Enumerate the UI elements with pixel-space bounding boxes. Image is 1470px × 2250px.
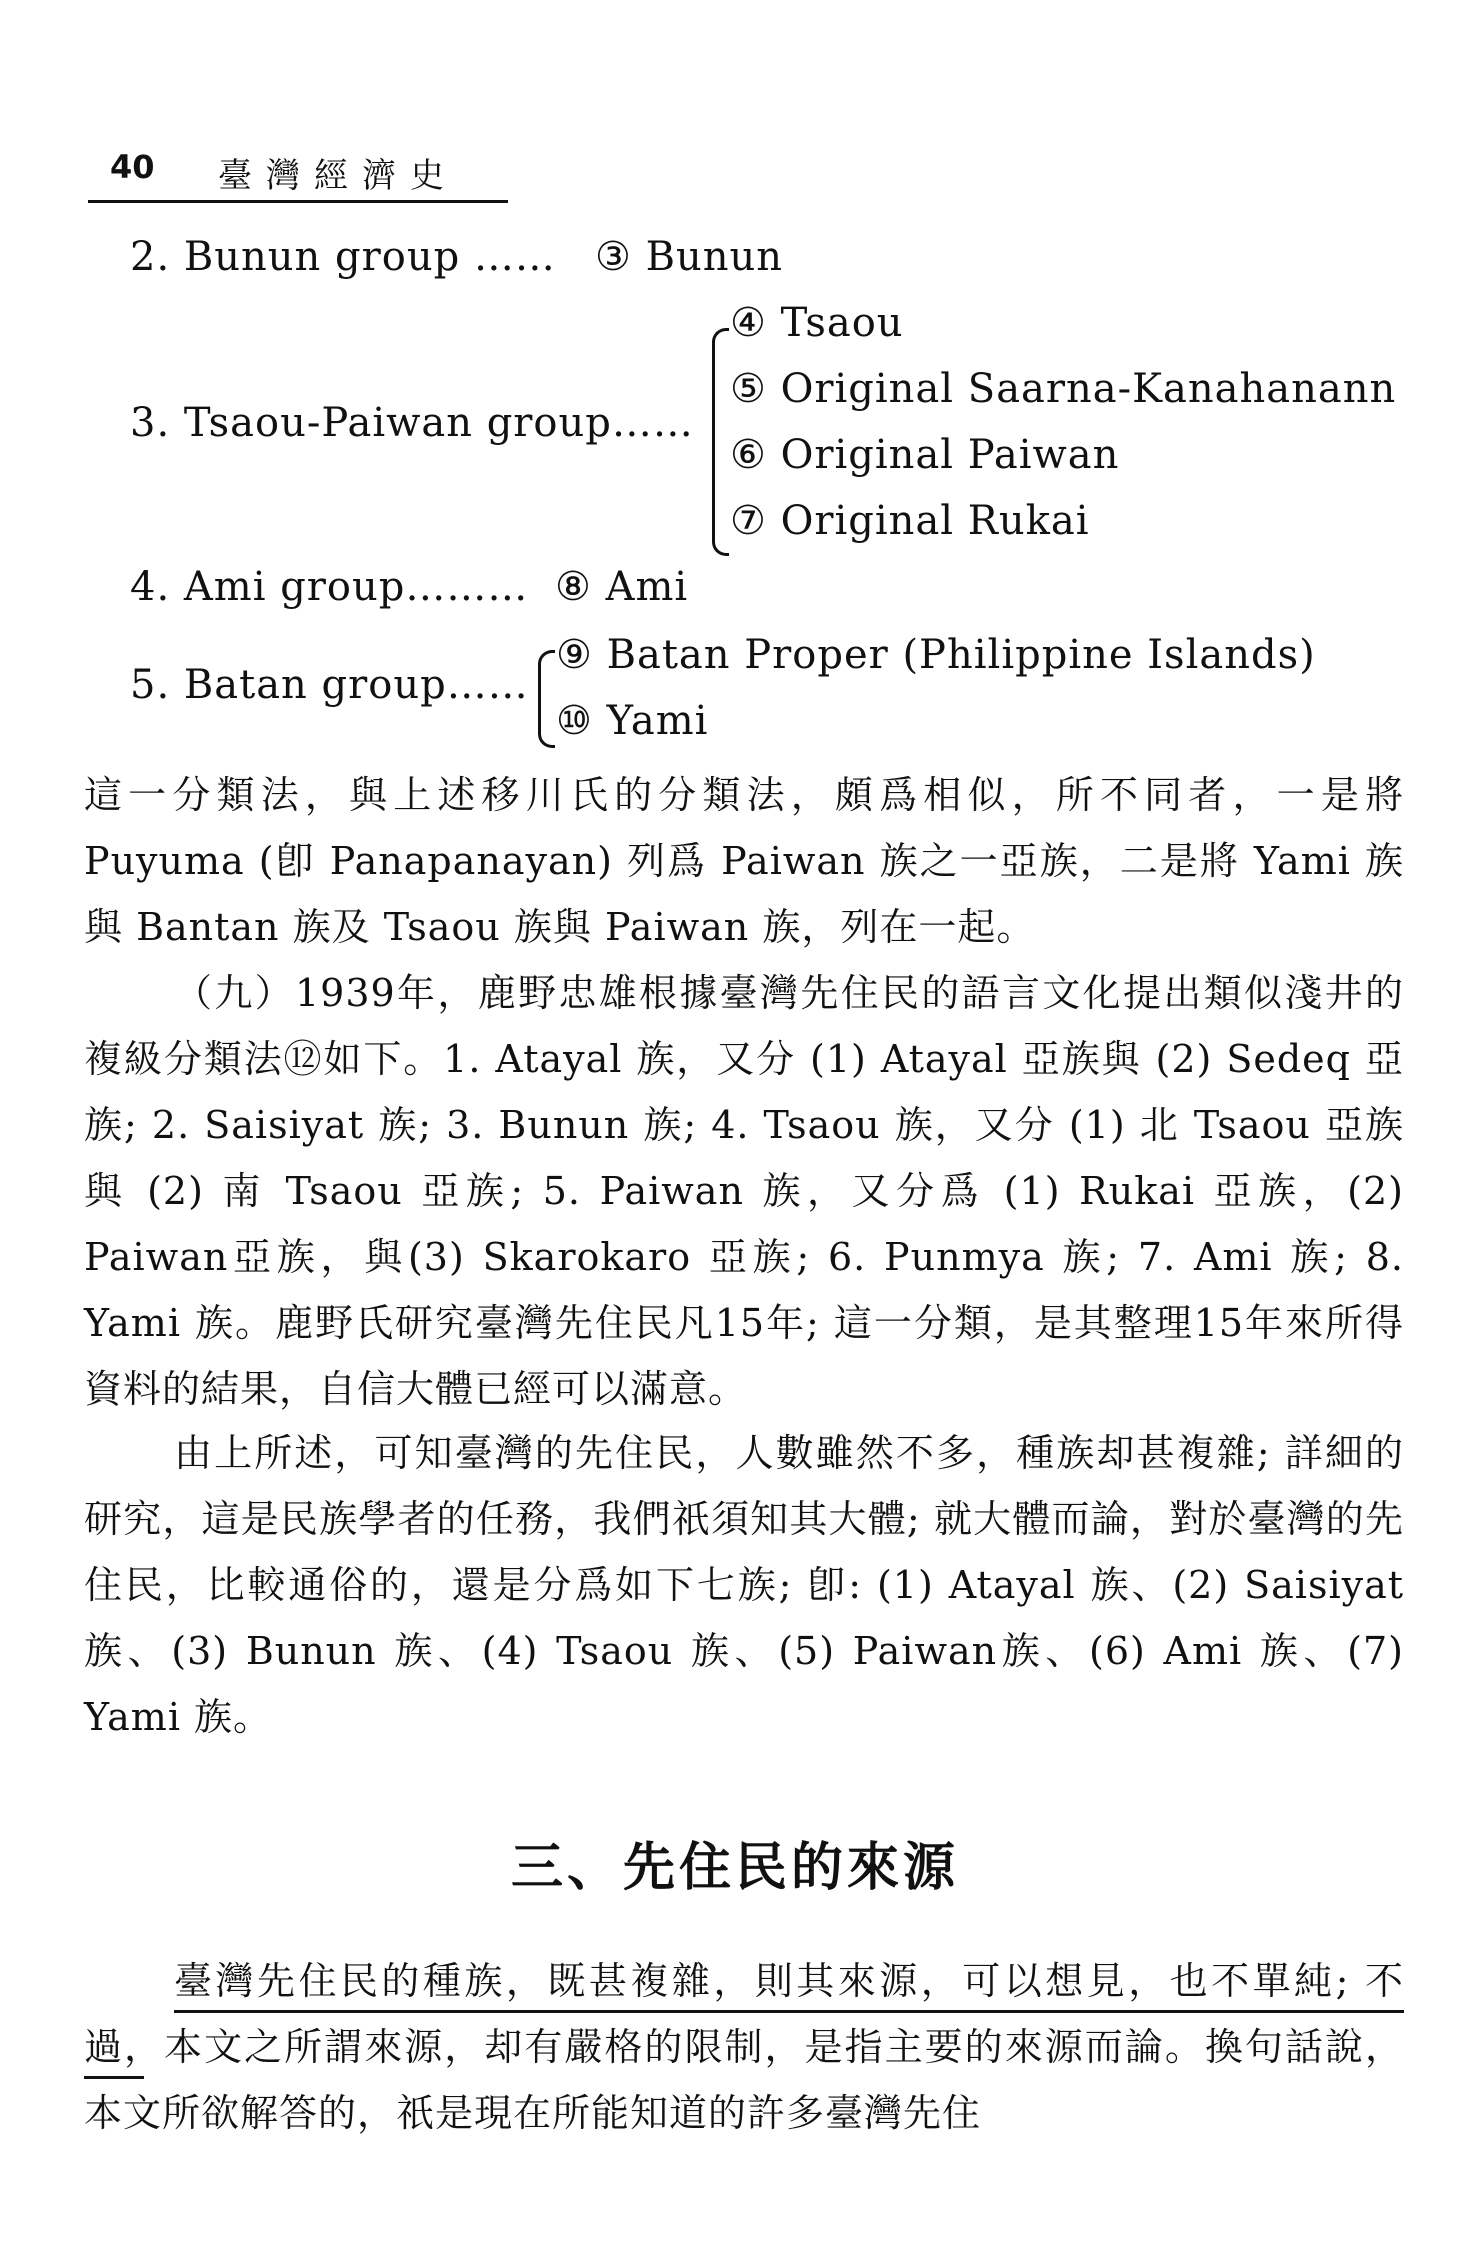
group-item: ⑩ Yami bbox=[556, 698, 709, 744]
section-heading: 三、先住民的來源 bbox=[510, 1838, 959, 1898]
group-label: 3. Tsaou-Paiwan group…… bbox=[130, 400, 694, 446]
underline bbox=[84, 2076, 144, 2079]
brace bbox=[712, 328, 729, 556]
group-item: ⑨ Batan Proper (Philippine Islands) bbox=[556, 632, 1316, 678]
brace bbox=[538, 650, 555, 748]
paragraph: 這一分類法，與上述移川氏的分類法，頗爲相似，所不同者，一是將 Puyuma (卽 Panapanayan) 列爲 Paiwan 族之一亞族，二是將 Yami 族與 Bantan 族及 Tsaou 族與 Paiwan 族，列在一起。 bbox=[84, 773, 1404, 949]
group-label: 2. Bunun group …… bbox=[130, 234, 556, 280]
page-number: 40 bbox=[110, 148, 155, 186]
paragraph: （九）1939年，鹿野忠雄根據臺灣先住民的語言文化提出類似淺井的複級分類法⑫如下。1. Atayal 族，又分 (1) Atayal 亞族與 (2) Sedeq 亞族; 2. Saisiyat 族; 3. Bunun 族; 4. Tsaou 族，又分 (1) 北 Tsaou 亞族與 (2) 南 Tsaou 亞族; 5. Paiwan 族，又分爲 (1) Rukai 亞族，(2) Paiwan亞族，與(3) Skarokaro 亞族; 6. Punmya 族; 7. Ami 族; 8. Yami 族。鹿野氏研究臺灣先住民凡15年; 這一分類，是其整理15年來所得資料的結果，自信大體已經可以滿意。 bbox=[84, 971, 1404, 1411]
group-item: ⑧ Ami bbox=[555, 564, 689, 610]
group-item: ④ Tsaou bbox=[730, 300, 904, 346]
running-header bbox=[88, 148, 508, 203]
group-item: ⑦ Original Rukai bbox=[730, 498, 1090, 544]
group-label: 5. Batan group…… bbox=[130, 662, 529, 708]
group-item: ③ Bunun bbox=[595, 234, 784, 280]
paragraph: 由上所述，可知臺灣的先住民，人數雖然不多，種族却甚複雜; 詳細的研究，這是民族學者的任務，我們祇須知其大體; 就大體而論，對於臺灣的先住民，比較通俗的，還是分爲如下七族; 卽: (1) Atayal 族、(2) Saisiyat 族、(3) Bunun 族、(4) Tsaou 族、(5) Paiwan族、(6) Ami 族、(7) Yami 族。 bbox=[84, 1431, 1404, 1739]
group-item: ⑤ Original Saarna-Kanahanann bbox=[730, 366, 1397, 412]
book-title: 臺灣經濟史 bbox=[218, 156, 458, 196]
group-label: 4. Ami group……… bbox=[130, 564, 529, 610]
underline bbox=[174, 2010, 1404, 2013]
group-item: ⑥ Original Paiwan bbox=[730, 432, 1120, 478]
paragraph: 臺灣先住民的種族，既甚複雜，則其來源，可以想見，也不單純; 不過，本文之所謂來源，却有嚴格的限制，是指主要的來源而論。換句話說，本文所欲解答的，祇是現在所能知道的許多臺灣先住 bbox=[84, 1959, 1404, 2135]
